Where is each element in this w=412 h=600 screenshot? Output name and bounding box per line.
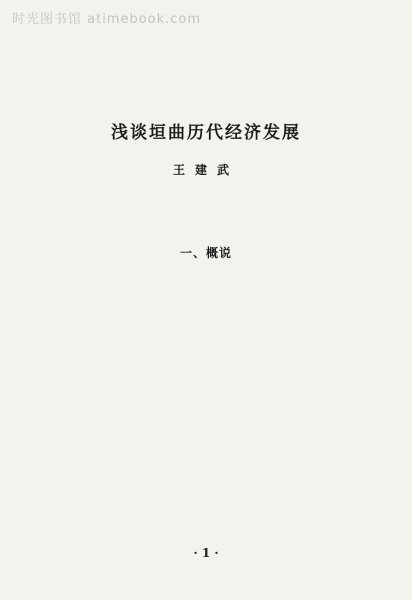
paragraph-terrain (66, 258, 372, 333)
paragraph-products (66, 528, 372, 543)
page-number: · 1 · (193, 546, 219, 560)
author-name: 王建武 (172, 163, 239, 177)
paragraph-climate (66, 434, 372, 524)
paragraph-mountains (66, 331, 372, 436)
page-title: 浅谈垣曲历代经济发展 (111, 123, 301, 143)
paragraph-intro (66, 182, 372, 242)
section-heading: 一、概说 (179, 246, 232, 260)
watermark: 时光图书馆 atimebook.com (12, 12, 202, 27)
